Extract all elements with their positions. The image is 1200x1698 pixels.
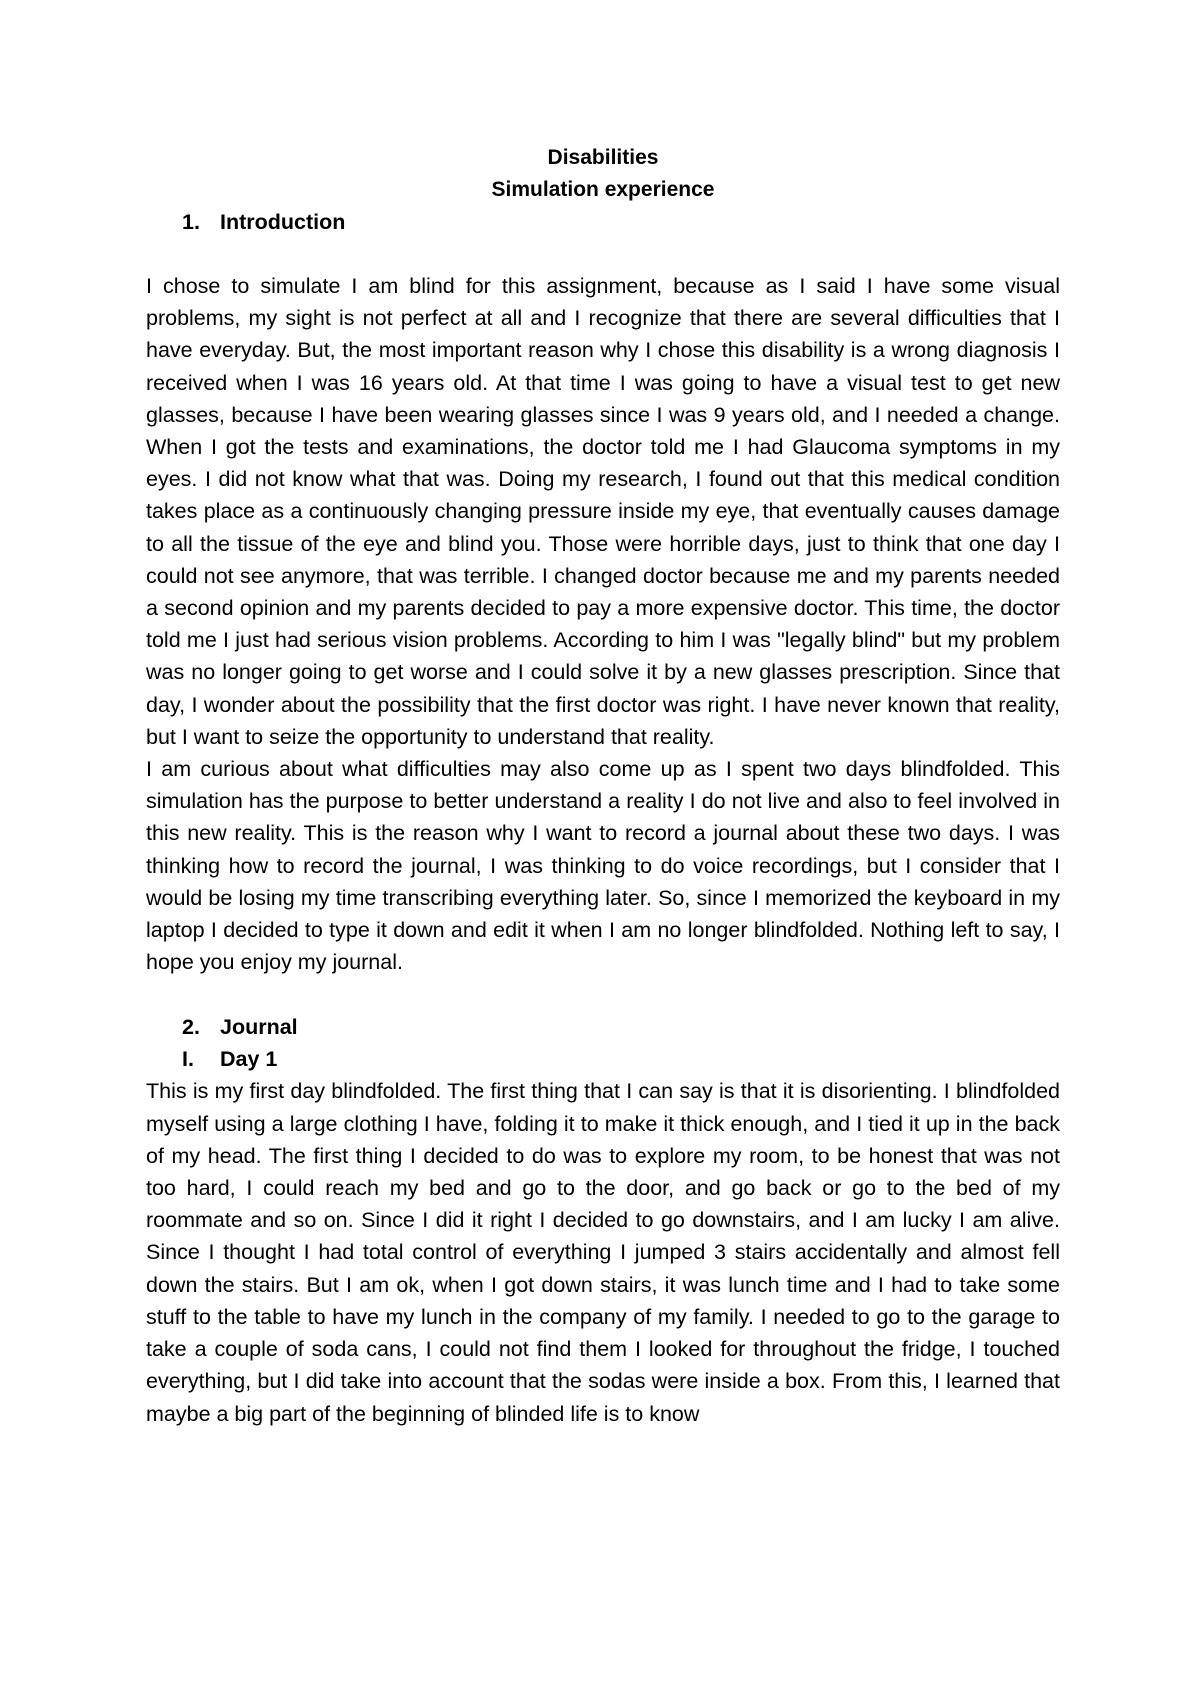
subsection-heading-day-1 bbox=[146, 1043, 1060, 1075]
day-1-paragraph: This is my first day blindfolded. The first thing that I can say is that it is disorienting. I blindfolded myself using a large clothing I have, folding it to make it thick enough, and I tied it up in the back of my head. The first thing I decided to do was to explore my room, to be honest that was not too hard, I could reach my bed and go to the door, and go back or go to the bed of my roommate and so on. Since I did it right I decided to go downstairs, and I am lucky I am alive. Since I thought I had total control of everything I jumped 3 stairs accidentally and almost fell down the stairs. But I am ok, when I got down stairs, it was lunch time and I had to take some stuff to the table to have my lunch in the company of my family. I needed to go to the garage to take a couple of soda cans, I could not find them I looked for throughout the fridge, I touched everything, but I did take into account that the sodas were inside a box. From this, I learned that maybe a big part of the beginning of blinded life is to know bbox=[146, 1079, 1060, 1426]
section-heading-introduction bbox=[146, 206, 1060, 238]
section-heading-journal bbox=[146, 1011, 1060, 1043]
intro-paragraph-1: I chose to simulate I am blind for this assignment, because as I said I have some visual problems, my sight is not perfect at all and I recognize that there are several difficulties that I have everyday. But, the most important reason why I chose this disability is a wrong diagnosis I received when I was 16 years old. At that time I was going to have a visual test to get new glasses, because I have been wearing glasses since I was 9 years old, and I needed a change. When I got the tests and examinations, the doctor told me I had Glaucoma symptoms in my eyes. I did not know what that was. Doing my research, I found out that this medical condition takes place as a continuously changing pressure inside my eye, that eventually causes damage to all the tissue of the eye and blind you. Those were horrible days, just to think that one day I could not see anymore, that was terrible. I changed doctor because me and my parents needed a second opinion and my parents decided to pay a more expensive doctor. This time, the doctor told me I just had serious vision problems. According to him I was "legally blind" but my problem was no longer going to get worse and I could solve it by a new glasses prescription. Since that day, I wonder about the possibility that the first doctor was right. I have never known that reality, but I want to seize the opportunity to understand that reality. bbox=[146, 274, 1060, 749]
intro-paragraph-2: I am curious about what difficulties may also come up as I spent two days blindfolded. This simulation has the purpose to better understand a reality I do not live and also to feel involved in this new reality. This is the reason why I want to record a journal about these two days. I was thinking how to record the journal, I was thinking to do voice recordings, but I consider that I would be losing my time transcribing everything later. So, since I memorized the keyboard in my laptop I decided to type it down and edit it when I am no longer blindfolded. Nothing left to say, I hope you enjoy my journal. bbox=[146, 757, 1060, 975]
subsection-number: I. bbox=[182, 1047, 194, 1072]
section-number: 2. bbox=[182, 1015, 200, 1040]
section-title: Introduction bbox=[220, 210, 346, 234]
section-number: 1. bbox=[182, 210, 200, 234]
document-content bbox=[146, 142, 1060, 1430]
subsection-title: Day 1 bbox=[220, 1047, 278, 1072]
document-title: Disabilities bbox=[547, 146, 659, 169]
section-title: Journal bbox=[220, 1015, 298, 1040]
document-subtitle: Simulation experience bbox=[491, 178, 715, 201]
